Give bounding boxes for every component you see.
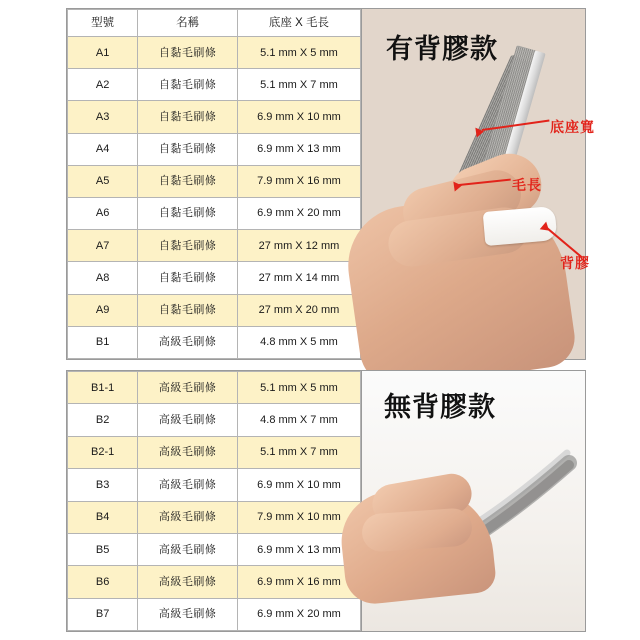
- cell-model: A2: [68, 69, 138, 101]
- cell-size: 5.1 mm X 7 mm: [237, 69, 360, 101]
- cell-model: B1: [68, 326, 138, 358]
- cell-size: 6.9 mm X 10 mm: [237, 101, 360, 133]
- cell-model: A8: [68, 262, 138, 294]
- top-table-area: [67, 9, 362, 359]
- table-row: [68, 165, 361, 197]
- cell-model: B5: [68, 533, 138, 565]
- table-row: [68, 133, 361, 165]
- table-row: [68, 197, 361, 229]
- cell-model: A7: [68, 230, 138, 262]
- cell-name: 高級毛刷條: [138, 372, 238, 404]
- header-model: 型號: [68, 10, 138, 37]
- cell-name: 自黏毛刷條: [138, 262, 238, 294]
- cell-name: 高級毛刷條: [138, 469, 238, 501]
- cell-name: 自黏毛刷條: [138, 37, 238, 69]
- table-row: [68, 436, 361, 468]
- table-row: [68, 372, 361, 404]
- cell-size: 5.1 mm X 5 mm: [237, 372, 360, 404]
- cell-name: 自黏毛刷條: [138, 101, 238, 133]
- cell-size: 6.9 mm X 10 mm: [237, 469, 360, 501]
- bottom-table-area: [67, 371, 362, 631]
- spec-table-bottom: [67, 371, 361, 631]
- cell-size: 6.9 mm X 13 mm: [237, 133, 360, 165]
- cell-model: B7: [68, 598, 138, 630]
- cell-size: 6.9 mm X 20 mm: [237, 598, 360, 630]
- cell-size: 6.9 mm X 13 mm: [237, 533, 360, 565]
- callout-bristle-length: 毛長: [512, 177, 542, 193]
- photo-non-adhesive-type: [362, 371, 585, 631]
- cell-size: 5.1 mm X 7 mm: [237, 436, 360, 468]
- cell-model: B6: [68, 566, 138, 598]
- cell-size: 7.9 mm X 10 mm: [237, 501, 360, 533]
- cell-size: 27 mm X 20 mm: [237, 294, 360, 326]
- cell-model: A4: [68, 133, 138, 165]
- table-row: [68, 533, 361, 565]
- cell-name: 自黏毛刷條: [138, 230, 238, 262]
- cell-size: 4.8 mm X 5 mm: [237, 326, 360, 358]
- table-row: [68, 37, 361, 69]
- cell-name: 自黏毛刷條: [138, 197, 238, 229]
- bottom-panel: [66, 370, 586, 632]
- table-row: [68, 294, 361, 326]
- table-row: [68, 469, 361, 501]
- cell-size: 27 mm X 14 mm: [237, 262, 360, 294]
- cell-size: 4.8 mm X 7 mm: [237, 404, 360, 436]
- cell-model: B2-1: [68, 436, 138, 468]
- cell-name: 高級毛刷條: [138, 566, 238, 598]
- cell-name: 自黏毛刷條: [138, 133, 238, 165]
- cell-size: 5.1 mm X 5 mm: [237, 37, 360, 69]
- callout-base-width: 底座寬: [550, 119, 595, 135]
- cell-model: B4: [68, 501, 138, 533]
- cell-model: B1-1: [68, 372, 138, 404]
- cell-name: 自黏毛刷條: [138, 294, 238, 326]
- table-row: [68, 501, 361, 533]
- callout-adhesive: 背膠: [560, 255, 590, 271]
- cell-name: 高級毛刷條: [138, 326, 238, 358]
- header-name: 名稱: [138, 10, 238, 37]
- cell-model: A1: [68, 37, 138, 69]
- callout-arrow-base-width: [475, 126, 484, 137]
- cell-size: 6.9 mm X 16 mm: [237, 566, 360, 598]
- table-row: [68, 404, 361, 436]
- cell-model: A5: [68, 165, 138, 197]
- table-row: [68, 230, 361, 262]
- photo-title-non-adhesive: 無背膠款: [384, 392, 496, 422]
- spec-table-top: [67, 9, 361, 359]
- table-row: [68, 69, 361, 101]
- top-panel: [66, 8, 595, 360]
- cell-model: B3: [68, 469, 138, 501]
- cell-model: A3: [68, 101, 138, 133]
- cell-model: A9: [68, 294, 138, 326]
- table-row: [68, 326, 361, 358]
- cell-name: 高級毛刷條: [138, 436, 238, 468]
- table-header-row: [68, 10, 361, 37]
- cell-name: 高級毛刷條: [138, 533, 238, 565]
- cell-model: A6: [68, 197, 138, 229]
- cell-name: 高級毛刷條: [138, 501, 238, 533]
- header-size: 底座 X 毛長: [237, 10, 360, 37]
- cell-model: B2: [68, 404, 138, 436]
- cell-name: 高級毛刷條: [138, 404, 238, 436]
- photo-title-adhesive: 有背膠款: [386, 34, 498, 64]
- cell-name: 高級毛刷條: [138, 598, 238, 630]
- table-row: [68, 566, 361, 598]
- table-row: [68, 262, 361, 294]
- cell-size: 6.9 mm X 20 mm: [237, 197, 360, 229]
- cell-name: 自黏毛刷條: [138, 165, 238, 197]
- table-row: [68, 101, 361, 133]
- callout-arrow-bristle-length: [453, 180, 462, 191]
- finger: [361, 507, 473, 553]
- cell-size: 27 mm X 12 mm: [237, 230, 360, 262]
- cell-size: 7.9 mm X 16 mm: [237, 165, 360, 197]
- photo-adhesive-type: [362, 9, 595, 359]
- table-row: [68, 598, 361, 630]
- cell-name: 自黏毛刷條: [138, 69, 238, 101]
